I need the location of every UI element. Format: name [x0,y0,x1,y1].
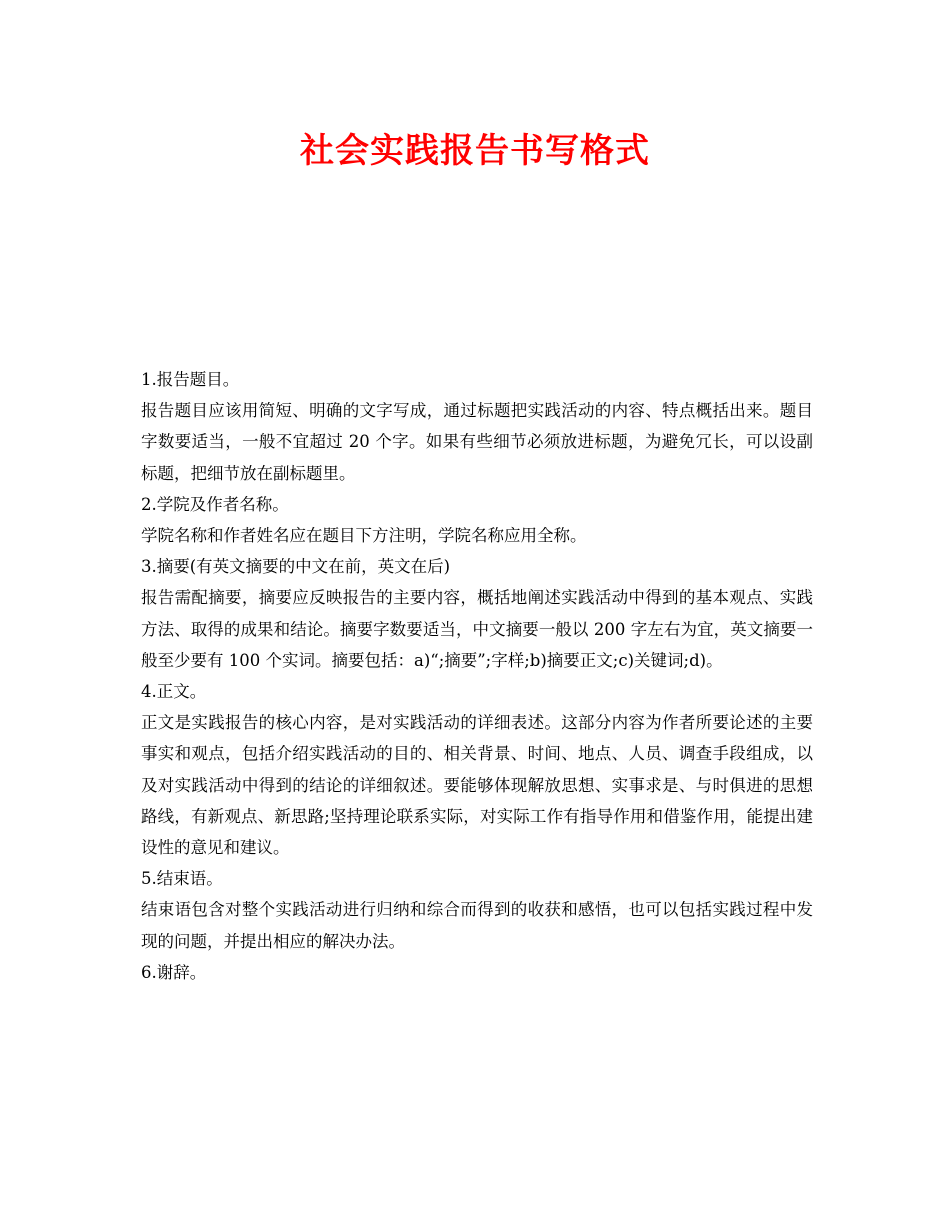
section-heading-6: 6.谢辞。 [141,962,207,982]
section-text-1: 报告题目应该用简短、明确的文字写成，通过标题把实践活动的内容、特点概括出来。题目字数要适当，一般不宜超过 20 个字。如果有些细节必须放进标题，为避免冗长，可以设副标题，把细节放在副标题里。 [141,401,813,483]
section-heading-1: 1.报告题目。 [141,370,240,389]
section-text-5: 结束语包含对整个实践活动进行归纳和综合而得到的收获和感悟，也可以包括实践过程中发现的问题，并提出相应的解决办法。 [141,900,813,951]
section-heading-3: 3.摘要(有英文摘要的中文在前，英文在后) [141,557,451,577]
section-text-4: 正文是实践报告的核心内容，是对实践活动的详细表述。这部分内容为作者所要论述的主要事实和观点，包括介绍实践活动的目的、相关背景、时间、地点、人员、调查手段组成，以及对实践活动中得到的结论的详细叙述。要能够体现解放思想、实事求是、与时俱进的思想路线，有新观点、新思路;坚持理论联系实际，对实际工作有指导作用和借鉴作用，能提出建设性的意见和建议。 [141,713,813,858]
section-text-3: 报告需配摘要，摘要应反映报告的主要内容，概括地阐述实践活动中得到的基本观点、实践方法、取得的成果和结论。摘要字数要适当，中文摘要一般以 200 字左右为宜，英文摘要一般至少要有 100 个实词。摘要包括：a)“;摘要”;字样;b)摘要正文;c)关键词;d)。 [141,588,813,670]
document-body [141,364,813,988]
section-heading-2: 2.学院及作者名称。 [141,494,289,514]
section-heading-5: 5.结束语。 [141,869,223,889]
document-title: 社会实践报告书写格式 [300,131,650,171]
section-text-2: 学院名称和作者姓名应在题目下方注明，学院名称应用全称。 [141,526,587,546]
section-heading-4: 4.正文。 [141,682,207,702]
